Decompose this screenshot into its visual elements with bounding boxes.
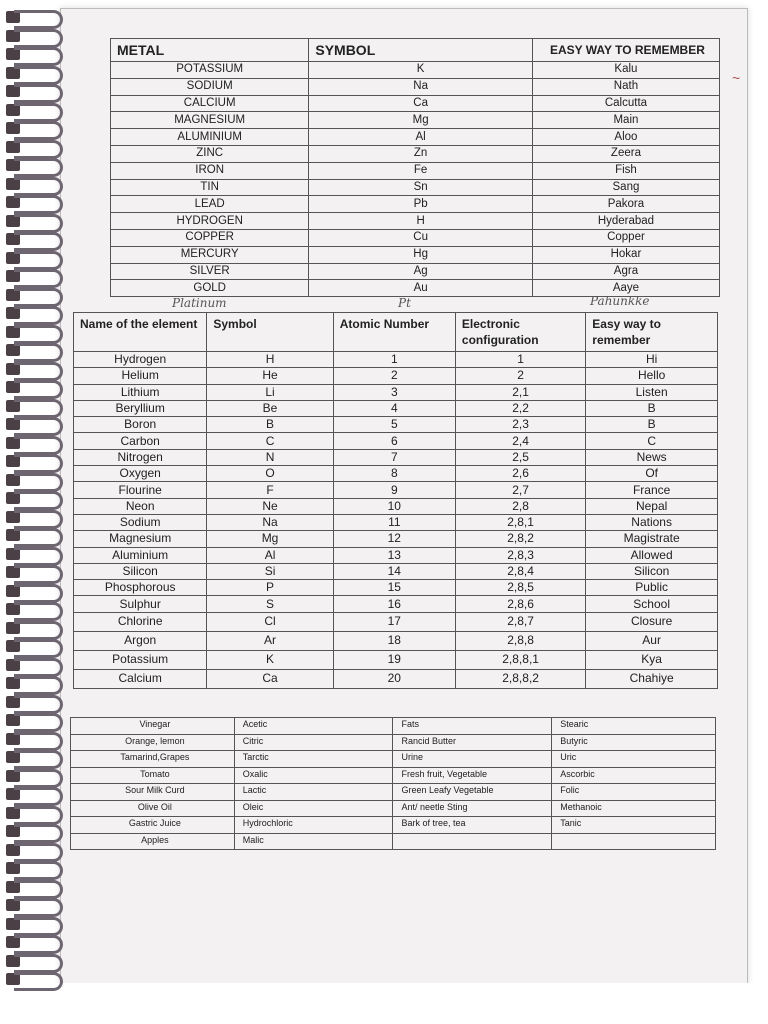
metal-row-cell: TIN bbox=[111, 179, 309, 196]
metal-row bbox=[111, 229, 720, 246]
metal-row-cell: Zeera bbox=[532, 145, 719, 162]
element-row-cell: Oxygen bbox=[74, 466, 207, 482]
element-row-cell: 2,8,2 bbox=[455, 531, 585, 547]
spiral-ring-icon bbox=[6, 859, 64, 879]
spiral-ring-icon bbox=[6, 304, 64, 324]
spiral-ring-icon bbox=[6, 878, 64, 898]
element-row-cell: Ca bbox=[207, 669, 333, 688]
element-row-cell: 2,2 bbox=[455, 400, 585, 416]
element-row-cell: Neon bbox=[74, 498, 207, 514]
spiral-ring-icon bbox=[6, 45, 64, 65]
acid-row-cell: Methanoic bbox=[552, 800, 716, 817]
spiral-ring-icon bbox=[6, 711, 64, 731]
spiral-ring-icon bbox=[6, 193, 64, 213]
acid-row-cell bbox=[393, 833, 552, 850]
elements-table bbox=[73, 312, 718, 689]
spiral-ring-icon bbox=[6, 119, 64, 139]
element-row-cell: 2 bbox=[333, 368, 455, 384]
acid-row-cell: Sour Milk Curd bbox=[71, 784, 235, 801]
acids-table bbox=[70, 717, 716, 850]
acid-row-cell: Vinegar bbox=[71, 718, 235, 735]
spiral-ring-icon bbox=[6, 415, 64, 435]
element-row-cell: Kya bbox=[586, 650, 718, 669]
metal-row-cell: Calcutta bbox=[532, 95, 719, 112]
acid-row bbox=[71, 833, 716, 850]
metals-header-row bbox=[111, 39, 720, 62]
acid-row-cell: Green Leafy Vegetable bbox=[393, 784, 552, 801]
acid-row-cell: Gastric Juice bbox=[71, 817, 235, 834]
metal-row bbox=[111, 162, 720, 179]
element-row-cell: 11 bbox=[333, 514, 455, 530]
metal-row-cell: Cu bbox=[309, 229, 533, 246]
element-row-cell: Si bbox=[207, 563, 333, 579]
element-row-cell: 13 bbox=[333, 547, 455, 563]
element-row-cell: Allowed bbox=[586, 547, 718, 563]
spiral-ring-icon bbox=[6, 434, 64, 454]
spiral-ring-icon bbox=[6, 600, 64, 620]
element-row bbox=[74, 631, 718, 650]
element-row-cell: 2,8,8 bbox=[455, 631, 585, 650]
metal-row bbox=[111, 62, 720, 79]
spiral-ring-icon bbox=[6, 804, 64, 824]
metal-row-cell: Au bbox=[309, 280, 533, 297]
element-row bbox=[74, 596, 718, 612]
element-row-cell: C bbox=[207, 433, 333, 449]
element-row-cell: Potassium bbox=[74, 650, 207, 669]
element-row-cell: 20 bbox=[333, 669, 455, 688]
acid-row-cell: Citric bbox=[234, 734, 393, 751]
element-row-cell: Boron bbox=[74, 417, 207, 433]
metals-header-symbol: SYMBOL bbox=[309, 39, 533, 62]
element-row-cell: Of bbox=[586, 466, 718, 482]
metal-row bbox=[111, 95, 720, 112]
element-row-cell: K bbox=[207, 650, 333, 669]
elements-header-remember: Easy way to remember bbox=[586, 313, 718, 352]
element-row-cell: 2,8 bbox=[455, 498, 585, 514]
elements-header-configuration: Electronic configuration bbox=[455, 313, 585, 352]
metal-row-cell: COPPER bbox=[111, 229, 309, 246]
metal-row-cell: Hokar bbox=[532, 246, 719, 263]
spiral-ring-icon bbox=[6, 341, 64, 361]
element-row-cell: France bbox=[586, 482, 718, 498]
spiral-ring-icon bbox=[6, 360, 64, 380]
acid-row-cell: Rancid Butter bbox=[393, 734, 552, 751]
spiral-ring-icon bbox=[6, 8, 64, 28]
element-row bbox=[74, 368, 718, 384]
acid-row bbox=[71, 734, 716, 751]
acid-row-cell: Orange, lemon bbox=[71, 734, 235, 751]
elements-header-name: Name of the element bbox=[74, 313, 207, 352]
metal-row-cell: SILVER bbox=[111, 263, 309, 280]
spiral-ring-icon bbox=[6, 286, 64, 306]
acid-row-cell: Folic bbox=[552, 784, 716, 801]
acid-row-cell: Urine bbox=[393, 751, 552, 768]
metal-row-cell: IRON bbox=[111, 162, 309, 179]
metal-row-cell: Ag bbox=[309, 263, 533, 280]
acid-row bbox=[71, 817, 716, 834]
element-row bbox=[74, 498, 718, 514]
handwritten-note-remember: Pahunkke bbox=[590, 294, 650, 308]
spiral-ring-icon bbox=[6, 952, 64, 972]
element-row-cell: Chahiye bbox=[586, 669, 718, 688]
spiral-ring-icon bbox=[6, 323, 64, 343]
element-row-cell: Calcium bbox=[74, 669, 207, 688]
element-row-cell: 2,1 bbox=[455, 384, 585, 400]
element-row bbox=[74, 352, 718, 368]
acid-row-cell: Malic bbox=[234, 833, 393, 850]
spiral-ring-icon bbox=[6, 249, 64, 269]
element-row-cell: Magistrate bbox=[586, 531, 718, 547]
spiral-ring-icon bbox=[6, 822, 64, 842]
element-row-cell: Sodium bbox=[74, 514, 207, 530]
spiral-ring-icon bbox=[6, 82, 64, 102]
element-row-cell: Hydrogen bbox=[74, 352, 207, 368]
acid-row bbox=[71, 784, 716, 801]
spiral-ring-icon bbox=[6, 230, 64, 250]
spiral-ring-icon bbox=[6, 693, 64, 713]
spiral-ring-icon bbox=[6, 212, 64, 232]
element-row-cell: 2,8,3 bbox=[455, 547, 585, 563]
element-row-cell: Helium bbox=[74, 368, 207, 384]
acid-row-cell: Stearic bbox=[552, 718, 716, 735]
metal-row-cell: LEAD bbox=[111, 196, 309, 213]
metals-header-metal: METAL bbox=[111, 39, 309, 62]
metal-row-cell: Fish bbox=[532, 162, 719, 179]
element-row-cell: B bbox=[207, 417, 333, 433]
element-row-cell: Hello bbox=[586, 368, 718, 384]
element-row-cell: News bbox=[586, 449, 718, 465]
element-row-cell: 14 bbox=[333, 563, 455, 579]
metal-row-cell: Hyderabad bbox=[532, 213, 719, 230]
metals-table bbox=[110, 38, 720, 297]
element-row-cell: Silicon bbox=[74, 563, 207, 579]
spiral-ring-icon bbox=[6, 175, 64, 195]
element-row-cell: School bbox=[586, 596, 718, 612]
acid-row bbox=[71, 751, 716, 768]
spiral-ring-icon bbox=[6, 896, 64, 916]
element-row-cell: Ar bbox=[207, 631, 333, 650]
acid-row-cell: Fresh fruit, Vegetable bbox=[393, 767, 552, 784]
element-row bbox=[74, 669, 718, 688]
metal-row bbox=[111, 246, 720, 263]
element-row-cell: 2,8,7 bbox=[455, 612, 585, 631]
metal-row-cell: K bbox=[309, 62, 533, 79]
element-row bbox=[74, 417, 718, 433]
spiral-ring-icon bbox=[6, 378, 64, 398]
element-row bbox=[74, 466, 718, 482]
margin-scribble-icon: ~ bbox=[732, 70, 741, 86]
spiral-ring-icon bbox=[6, 156, 64, 176]
element-row-cell: 5 bbox=[333, 417, 455, 433]
element-row-cell: 1 bbox=[455, 352, 585, 368]
element-row-cell: Argon bbox=[74, 631, 207, 650]
handwritten-note-metal: Platinum bbox=[172, 296, 227, 310]
element-row-cell: S bbox=[207, 596, 333, 612]
acid-row-cell: Fats bbox=[393, 718, 552, 735]
spiral-ring-icon bbox=[6, 730, 64, 750]
element-row bbox=[74, 547, 718, 563]
element-row-cell: Al bbox=[207, 547, 333, 563]
element-row-cell: Mg bbox=[207, 531, 333, 547]
element-row-cell: B bbox=[586, 417, 718, 433]
acid-row-cell: Olive Oil bbox=[71, 800, 235, 817]
element-row-cell: 2,5 bbox=[455, 449, 585, 465]
handwritten-note-symbol: Pt bbox=[398, 296, 411, 310]
spiral-ring-icon bbox=[6, 64, 64, 84]
acid-row-cell: Butyric bbox=[552, 734, 716, 751]
element-row-cell: Li bbox=[207, 384, 333, 400]
spiral-ring-icon bbox=[6, 563, 64, 583]
metal-row-cell: Agra bbox=[532, 263, 719, 280]
element-row-cell: 7 bbox=[333, 449, 455, 465]
element-row-cell: 4 bbox=[333, 400, 455, 416]
metal-row bbox=[111, 78, 720, 95]
element-row-cell: Nitrogen bbox=[74, 449, 207, 465]
metal-row-cell: Pb bbox=[309, 196, 533, 213]
element-row-cell: 6 bbox=[333, 433, 455, 449]
element-row-cell: Hi bbox=[586, 352, 718, 368]
element-row bbox=[74, 482, 718, 498]
metal-row-cell: HYDROGEN bbox=[111, 213, 309, 230]
acid-row-cell: Apples bbox=[71, 833, 235, 850]
metal-row-cell: Main bbox=[532, 112, 719, 129]
metal-row-cell: Sang bbox=[532, 179, 719, 196]
metal-row-cell: Fe bbox=[309, 162, 533, 179]
metal-row-cell: Aloo bbox=[532, 129, 719, 146]
acid-row-cell bbox=[552, 833, 716, 850]
element-row-cell: Closure bbox=[586, 612, 718, 631]
metal-row-cell: ALUMINIUM bbox=[111, 129, 309, 146]
element-row-cell: Public bbox=[586, 580, 718, 596]
spiral-ring-icon bbox=[6, 267, 64, 287]
element-row-cell: Chlorine bbox=[74, 612, 207, 631]
spiral-ring-icon bbox=[6, 915, 64, 935]
element-row-cell: H bbox=[207, 352, 333, 368]
metal-row-cell: Sn bbox=[309, 179, 533, 196]
element-row bbox=[74, 400, 718, 416]
metal-row bbox=[111, 196, 720, 213]
element-row-cell: Magnesium bbox=[74, 531, 207, 547]
spiral-ring-icon bbox=[6, 471, 64, 491]
element-row bbox=[74, 384, 718, 400]
metal-row-cell: MERCURY bbox=[111, 246, 309, 263]
acid-row-cell: Oxalic bbox=[234, 767, 393, 784]
metal-row bbox=[111, 263, 720, 280]
element-row bbox=[74, 449, 718, 465]
element-row-cell: 2,8,5 bbox=[455, 580, 585, 596]
metal-row-cell: Mg bbox=[309, 112, 533, 129]
element-row-cell: Lithium bbox=[74, 384, 207, 400]
metal-row-cell: Kalu bbox=[532, 62, 719, 79]
spiral-ring-icon bbox=[6, 526, 64, 546]
element-row-cell: Aluminium bbox=[74, 547, 207, 563]
acid-row-cell: Tomato bbox=[71, 767, 235, 784]
element-row-cell: 2 bbox=[455, 368, 585, 384]
metal-row-cell: Copper bbox=[532, 229, 719, 246]
element-row-cell: 2,6 bbox=[455, 466, 585, 482]
element-row-cell: 2,4 bbox=[455, 433, 585, 449]
acid-row-cell: Tarctic bbox=[234, 751, 393, 768]
spiral-ring-icon bbox=[6, 619, 64, 639]
acid-row-cell: Hydrochloric bbox=[234, 817, 393, 834]
elements-header-symbol: Symbol bbox=[207, 313, 333, 352]
element-row-cell: 2,8,8,2 bbox=[455, 669, 585, 688]
element-row-cell: Cl bbox=[207, 612, 333, 631]
element-row-cell: 3 bbox=[333, 384, 455, 400]
spiral-ring-icon bbox=[6, 101, 64, 121]
acid-row bbox=[71, 718, 716, 735]
spiral-ring-icon bbox=[6, 933, 64, 953]
element-row-cell: Phosphorous bbox=[74, 580, 207, 596]
spiral-ring-icon bbox=[6, 748, 64, 768]
element-row-cell: Nepal bbox=[586, 498, 718, 514]
metal-row-cell: Pakora bbox=[532, 196, 719, 213]
metal-row bbox=[111, 213, 720, 230]
acid-row-cell: Oleic bbox=[234, 800, 393, 817]
element-row-cell: He bbox=[207, 368, 333, 384]
element-row bbox=[74, 650, 718, 669]
background-strip bbox=[0, 983, 768, 1024]
element-row bbox=[74, 580, 718, 596]
element-row-cell: 2,7 bbox=[455, 482, 585, 498]
metal-row bbox=[111, 129, 720, 146]
metal-row-cell: Hg bbox=[309, 246, 533, 263]
element-row-cell: Silicon bbox=[586, 563, 718, 579]
spiral-ring-icon bbox=[6, 545, 64, 565]
spiral-ring-icon bbox=[6, 970, 64, 990]
spiral-binding bbox=[0, 0, 70, 990]
spiral-ring-icon bbox=[6, 138, 64, 158]
element-row-cell: 19 bbox=[333, 650, 455, 669]
element-row-cell: 18 bbox=[333, 631, 455, 650]
element-row-cell: 2,3 bbox=[455, 417, 585, 433]
element-row-cell: N bbox=[207, 449, 333, 465]
spiral-ring-icon bbox=[6, 582, 64, 602]
element-row bbox=[74, 433, 718, 449]
element-row-cell: Flourine bbox=[74, 482, 207, 498]
element-row-cell: 16 bbox=[333, 596, 455, 612]
metal-row-cell: Nath bbox=[532, 78, 719, 95]
metal-row-cell: POTASSIUM bbox=[111, 62, 309, 79]
element-row-cell: 8 bbox=[333, 466, 455, 482]
metal-row-cell: Al bbox=[309, 129, 533, 146]
element-row-cell: Be bbox=[207, 400, 333, 416]
metal-row-cell: H bbox=[309, 213, 533, 230]
spiral-ring-icon bbox=[6, 637, 64, 657]
metal-row-cell: Ca bbox=[309, 95, 533, 112]
metal-row bbox=[111, 145, 720, 162]
element-row-cell: O bbox=[207, 466, 333, 482]
element-row-cell: C bbox=[586, 433, 718, 449]
metal-row-cell: SODIUM bbox=[111, 78, 309, 95]
element-row-cell: Ne bbox=[207, 498, 333, 514]
spiral-ring-icon bbox=[6, 27, 64, 47]
spiral-ring-icon bbox=[6, 452, 64, 472]
element-row bbox=[74, 531, 718, 547]
metals-header-remember: EASY WAY TO REMEMBER bbox=[532, 39, 719, 62]
element-row-cell: 15 bbox=[333, 580, 455, 596]
element-row-cell: 2,8,1 bbox=[455, 514, 585, 530]
metal-row-cell: Na bbox=[309, 78, 533, 95]
element-row-cell: Na bbox=[207, 514, 333, 530]
acid-row-cell: Ascorbic bbox=[552, 767, 716, 784]
element-row-cell: Listen bbox=[586, 384, 718, 400]
metal-row-cell: Aaye bbox=[532, 280, 719, 297]
acid-row-cell: Tanic bbox=[552, 817, 716, 834]
elements-header-atomic-number: Atomic Number bbox=[333, 313, 455, 352]
element-row bbox=[74, 514, 718, 530]
element-row-cell: F bbox=[207, 482, 333, 498]
metal-row-cell: CALCIUM bbox=[111, 95, 309, 112]
element-row-cell: 1 bbox=[333, 352, 455, 368]
element-row-cell: 2,8,4 bbox=[455, 563, 585, 579]
element-row bbox=[74, 563, 718, 579]
element-row-cell: 9 bbox=[333, 482, 455, 498]
elements-header-row bbox=[74, 313, 718, 352]
acid-row-cell: Lactic bbox=[234, 784, 393, 801]
spiral-ring-icon bbox=[6, 785, 64, 805]
spiral-ring-icon bbox=[6, 656, 64, 676]
element-row-cell: P bbox=[207, 580, 333, 596]
acid-row bbox=[71, 800, 716, 817]
metal-row bbox=[111, 112, 720, 129]
element-row-cell: Sulphur bbox=[74, 596, 207, 612]
element-row-cell: B bbox=[586, 400, 718, 416]
spiral-ring-icon bbox=[6, 767, 64, 787]
spiral-ring-icon bbox=[6, 508, 64, 528]
metal-row-cell: MAGNESIUM bbox=[111, 112, 309, 129]
element-row bbox=[74, 612, 718, 631]
element-row-cell: 2,8,6 bbox=[455, 596, 585, 612]
metal-row bbox=[111, 179, 720, 196]
element-row-cell: Carbon bbox=[74, 433, 207, 449]
acid-row bbox=[71, 767, 716, 784]
element-row-cell: Aur bbox=[586, 631, 718, 650]
element-row-cell: Nations bbox=[586, 514, 718, 530]
acid-row-cell: Tamarind,Grapes bbox=[71, 751, 235, 768]
spiral-ring-icon bbox=[6, 489, 64, 509]
element-row-cell: Beryllium bbox=[74, 400, 207, 416]
element-row-cell: 17 bbox=[333, 612, 455, 631]
element-row-cell: 10 bbox=[333, 498, 455, 514]
spiral-ring-icon bbox=[6, 841, 64, 861]
element-row-cell: 12 bbox=[333, 531, 455, 547]
metal-row-cell: GOLD bbox=[111, 280, 309, 297]
spiral-ring-icon bbox=[6, 674, 64, 694]
spiral-ring-icon bbox=[6, 397, 64, 417]
acid-row-cell: Acetic bbox=[234, 718, 393, 735]
acid-row-cell: Bark of tree, tea bbox=[393, 817, 552, 834]
element-row-cell: 2,8,8,1 bbox=[455, 650, 585, 669]
metal-row-cell: ZINC bbox=[111, 145, 309, 162]
acid-row-cell: Ant/ neetle Sting bbox=[393, 800, 552, 817]
metal-row-cell: Zn bbox=[309, 145, 533, 162]
acid-row-cell: Uric bbox=[552, 751, 716, 768]
